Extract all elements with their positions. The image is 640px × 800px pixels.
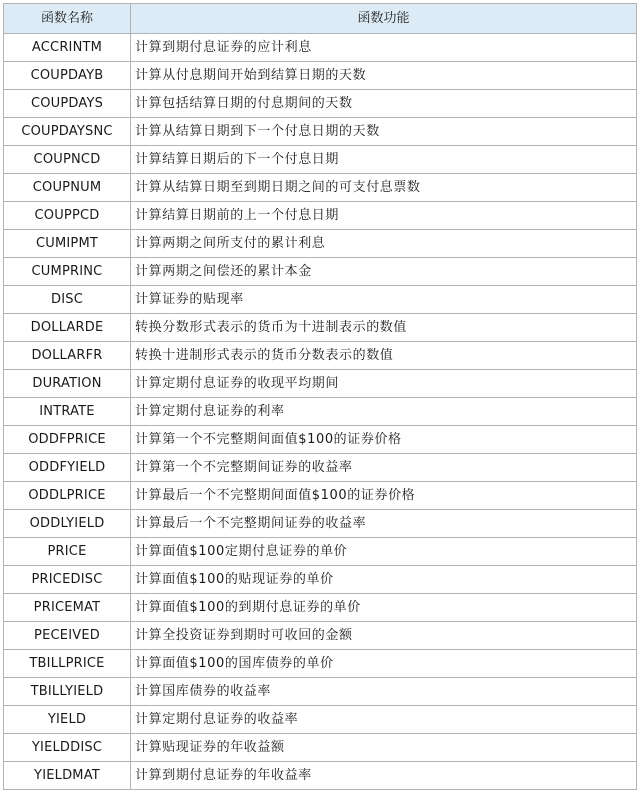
function-description-cell: 转换十进制形式表示的货币分数表示的数值 xyxy=(131,342,637,370)
function-name-cell: ODDFYIELD xyxy=(4,454,131,482)
table-row xyxy=(4,230,637,258)
function-description-cell: 计算全投资证券到期时可收回的金额 xyxy=(131,622,637,650)
table-row xyxy=(4,314,637,342)
table-row xyxy=(4,594,637,622)
function-name-cell: COUPNCD xyxy=(4,146,131,174)
table-row xyxy=(4,398,637,426)
function-name-cell: PRICEDISC xyxy=(4,566,131,594)
function-name-cell: YIELD xyxy=(4,706,131,734)
function-description-cell: 计算从结算日期至到期日期之间的可支付息票数 xyxy=(131,174,637,202)
table-body xyxy=(4,34,637,790)
function-description-cell: 计算面值$100的贴现证券的单价 xyxy=(131,566,637,594)
table-row xyxy=(4,342,637,370)
function-description-cell: 计算到期付息证券的应计利息 xyxy=(131,34,637,62)
function-name-cell: COUPDAYS xyxy=(4,90,131,118)
function-description-cell: 计算证券的贴现率 xyxy=(131,286,637,314)
function-name-cell: ODDLPRICE xyxy=(4,482,131,510)
function-description-cell: 计算第一个不完整期间证券的收益率 xyxy=(131,454,637,482)
function-description-cell: 计算面值$100的到期付息证券的单价 xyxy=(131,594,637,622)
table-row xyxy=(4,426,637,454)
function-description-cell: 计算最后一个不完整期间面值$100的证券价格 xyxy=(131,482,637,510)
function-name-cell: DISC xyxy=(4,286,131,314)
table-row xyxy=(4,706,637,734)
function-name-cell: PRICEMAT xyxy=(4,594,131,622)
function-name-cell: COUPPCD xyxy=(4,202,131,230)
function-name-cell: DOLLARDE xyxy=(4,314,131,342)
function-name-cell: PRICE xyxy=(4,538,131,566)
function-description-cell: 计算结算日期前的上一个付息日期 xyxy=(131,202,637,230)
function-name-cell: CUMPRINC xyxy=(4,258,131,286)
function-description-cell: 计算两期之间偿还的累计本金 xyxy=(131,258,637,286)
function-description-cell: 计算结算日期后的下一个付息日期 xyxy=(131,146,637,174)
function-description-cell: 计算面值$100的国库债券的单价 xyxy=(131,650,637,678)
table-row xyxy=(4,286,637,314)
function-name-cell: COUPDAYB xyxy=(4,62,131,90)
table-row xyxy=(4,650,637,678)
table-row xyxy=(4,482,637,510)
table-row xyxy=(4,174,637,202)
table-row xyxy=(4,202,637,230)
financial-function-table xyxy=(3,3,637,790)
function-name-cell: COUPNUM xyxy=(4,174,131,202)
function-name-cell: DOLLARFR xyxy=(4,342,131,370)
function-name-cell: YIELDMAT xyxy=(4,762,131,790)
table-row xyxy=(4,146,637,174)
table-row xyxy=(4,34,637,62)
function-description-cell: 计算定期付息证券的收益率 xyxy=(131,706,637,734)
table-row xyxy=(4,762,637,790)
table-row xyxy=(4,622,637,650)
function-table-sheet xyxy=(3,3,636,790)
function-name-cell: ODDFPRICE xyxy=(4,426,131,454)
function-description-cell: 计算从结算日期到下一个付息日期的天数 xyxy=(131,118,637,146)
function-name-cell: CUMIPMT xyxy=(4,230,131,258)
table-row xyxy=(4,370,637,398)
function-description-cell: 计算定期付息证券的收现平均期间 xyxy=(131,370,637,398)
function-description-cell: 计算国库债券的收益率 xyxy=(131,678,637,706)
header-function-name: 函数名称 xyxy=(4,4,131,34)
table-row xyxy=(4,566,637,594)
table-row xyxy=(4,734,637,762)
function-description-cell: 计算最后一个不完整期间证券的收益率 xyxy=(131,510,637,538)
function-name-cell: YIELDDISC xyxy=(4,734,131,762)
function-name-cell: COUPDAYSNC xyxy=(4,118,131,146)
function-description-cell: 计算定期付息证券的利率 xyxy=(131,398,637,426)
function-description-cell: 计算面值$100定期付息证券的单价 xyxy=(131,538,637,566)
function-name-cell: PECEIVED xyxy=(4,622,131,650)
function-name-cell: TBILLYIELD xyxy=(4,678,131,706)
function-description-cell: 计算从付息期间开始到结算日期的天数 xyxy=(131,62,637,90)
table-row xyxy=(4,258,637,286)
table-row xyxy=(4,538,637,566)
function-name-cell: DURATION xyxy=(4,370,131,398)
table-row xyxy=(4,118,637,146)
table-row xyxy=(4,62,637,90)
function-name-cell: TBILLPRICE xyxy=(4,650,131,678)
function-description-cell: 计算第一个不完整期间面值$100的证券价格 xyxy=(131,426,637,454)
function-description-cell: 计算两期之间所支付的累计利息 xyxy=(131,230,637,258)
table-row xyxy=(4,454,637,482)
header-row xyxy=(4,4,637,34)
function-description-cell: 计算包括结算日期的付息期间的天数 xyxy=(131,90,637,118)
function-name-cell: INTRATE xyxy=(4,398,131,426)
table-row xyxy=(4,90,637,118)
table-row xyxy=(4,510,637,538)
function-name-cell: ODDLYIELD xyxy=(4,510,131,538)
table-row xyxy=(4,678,637,706)
function-description-cell: 计算贴现证券的年收益额 xyxy=(131,734,637,762)
header-function-description: 函数功能 xyxy=(131,4,637,34)
function-name-cell: ACCRINTM xyxy=(4,34,131,62)
table-header xyxy=(4,4,637,34)
function-description-cell: 计算到期付息证券的年收益率 xyxy=(131,762,637,790)
function-description-cell: 转换分数形式表示的货币为十进制表示的数值 xyxy=(131,314,637,342)
